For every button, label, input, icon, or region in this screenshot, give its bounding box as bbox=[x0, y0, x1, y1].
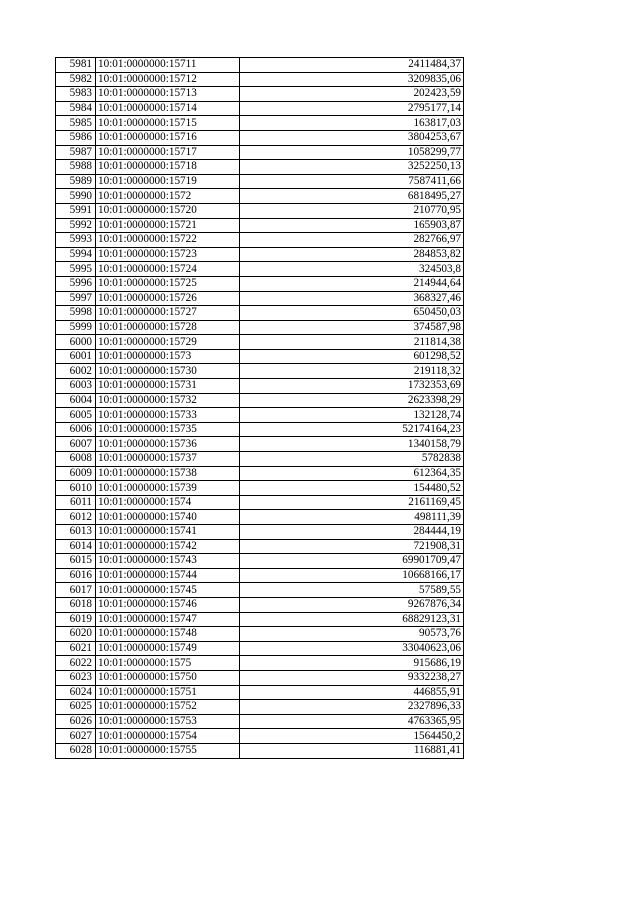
value-cell: 132128,74 bbox=[240, 408, 464, 423]
row-number-cell: 6003 bbox=[56, 379, 96, 394]
row-number-cell: 6017 bbox=[56, 583, 96, 598]
row-number-cell: 5992 bbox=[56, 218, 96, 233]
cadastral-number-cell: 10:01:0000000:15726 bbox=[96, 291, 240, 306]
cadastral-number-cell: 10:01:0000000:1575 bbox=[96, 656, 240, 671]
row-number-cell: 6010 bbox=[56, 481, 96, 496]
row-number-cell: 5991 bbox=[56, 203, 96, 218]
row-number-cell: 6022 bbox=[56, 656, 96, 671]
row-number-cell: 6012 bbox=[56, 510, 96, 525]
row-number-cell: 6019 bbox=[56, 612, 96, 627]
value-cell: 601298,52 bbox=[240, 349, 464, 364]
cadastral-number-cell: 10:01:0000000:1573 bbox=[96, 349, 240, 364]
table-row bbox=[56, 612, 464, 627]
table-row bbox=[56, 554, 464, 569]
table-row bbox=[56, 130, 464, 145]
value-cell: 214944,64 bbox=[240, 276, 464, 291]
row-number-cell: 6016 bbox=[56, 568, 96, 583]
table-row bbox=[56, 700, 464, 715]
row-number-cell: 6011 bbox=[56, 495, 96, 510]
row-number-cell: 6015 bbox=[56, 554, 96, 569]
value-cell: 368327,46 bbox=[240, 291, 464, 306]
cadastral-number-cell: 10:01:0000000:15711 bbox=[96, 58, 240, 73]
row-number-cell: 6007 bbox=[56, 437, 96, 452]
cadastral-number-cell: 10:01:0000000:15743 bbox=[96, 554, 240, 569]
row-number-cell: 6004 bbox=[56, 393, 96, 408]
value-cell: 282766,97 bbox=[240, 233, 464, 248]
cadastral-number-cell: 10:01:0000000:15723 bbox=[96, 247, 240, 262]
table-row bbox=[56, 729, 464, 744]
table-row bbox=[56, 291, 464, 306]
row-number-cell: 5990 bbox=[56, 189, 96, 204]
row-number-cell: 5988 bbox=[56, 160, 96, 175]
cadastral-number-cell: 10:01:0000000:15745 bbox=[96, 583, 240, 598]
cadastral-number-cell: 10:01:0000000:15737 bbox=[96, 452, 240, 467]
row-number-cell: 6014 bbox=[56, 539, 96, 554]
row-number-cell: 6005 bbox=[56, 408, 96, 423]
cadastral-number-cell: 10:01:0000000:15730 bbox=[96, 364, 240, 379]
table-row bbox=[56, 656, 464, 671]
cadastral-number-cell: 10:01:0000000:15728 bbox=[96, 320, 240, 335]
row-number-cell: 6028 bbox=[56, 743, 96, 758]
table-row bbox=[56, 437, 464, 452]
row-number-cell: 6021 bbox=[56, 641, 96, 656]
value-cell: 3804253,67 bbox=[240, 130, 464, 145]
value-cell: 9332238,27 bbox=[240, 670, 464, 685]
table-row bbox=[56, 583, 464, 598]
table-row bbox=[56, 364, 464, 379]
cadastral-number-cell: 10:01:0000000:15719 bbox=[96, 174, 240, 189]
cadastral-number-cell: 10:01:0000000:15715 bbox=[96, 116, 240, 131]
row-number-cell: 5983 bbox=[56, 87, 96, 102]
value-cell: 2411484,37 bbox=[240, 58, 464, 73]
cadastral-number-cell: 10:01:0000000:15720 bbox=[96, 203, 240, 218]
data-table bbox=[55, 57, 464, 759]
cadastral-number-cell: 10:01:0000000:15741 bbox=[96, 525, 240, 540]
cadastral-number-cell: 10:01:0000000:15733 bbox=[96, 408, 240, 423]
table-row bbox=[56, 379, 464, 394]
value-cell: 219118,32 bbox=[240, 364, 464, 379]
table-row bbox=[56, 670, 464, 685]
table-row bbox=[56, 466, 464, 481]
row-number-cell: 6025 bbox=[56, 700, 96, 715]
row-number-cell: 6009 bbox=[56, 466, 96, 481]
value-cell: 57589,55 bbox=[240, 583, 464, 598]
value-cell: 4763365,95 bbox=[240, 714, 464, 729]
table-row bbox=[56, 72, 464, 87]
cadastral-number-cell: 10:01:0000000:15754 bbox=[96, 729, 240, 744]
row-number-cell: 5996 bbox=[56, 276, 96, 291]
value-cell: 154480,52 bbox=[240, 481, 464, 496]
value-cell: 165903,87 bbox=[240, 218, 464, 233]
value-cell: 374587,98 bbox=[240, 320, 464, 335]
value-cell: 284853,82 bbox=[240, 247, 464, 262]
value-cell: 202423,59 bbox=[240, 87, 464, 102]
cadastral-number-cell: 10:01:0000000:15731 bbox=[96, 379, 240, 394]
cadastral-number-cell: 10:01:0000000:15722 bbox=[96, 233, 240, 248]
cadastral-number-cell: 10:01:0000000:15744 bbox=[96, 568, 240, 583]
table-row bbox=[56, 481, 464, 496]
row-number-cell: 5999 bbox=[56, 320, 96, 335]
cadastral-number-cell: 10:01:0000000:15724 bbox=[96, 262, 240, 277]
value-cell: 915686,19 bbox=[240, 656, 464, 671]
row-number-cell: 6020 bbox=[56, 627, 96, 642]
cadastral-number-cell: 10:01:0000000:15747 bbox=[96, 612, 240, 627]
row-number-cell: 5986 bbox=[56, 130, 96, 145]
cadastral-number-cell: 10:01:0000000:15746 bbox=[96, 597, 240, 612]
table-row bbox=[56, 218, 464, 233]
row-number-cell: 6018 bbox=[56, 597, 96, 612]
cadastral-number-cell: 10:01:0000000:15736 bbox=[96, 437, 240, 452]
value-cell: 1340158,79 bbox=[240, 437, 464, 452]
table-row bbox=[56, 685, 464, 700]
value-cell: 3252250,13 bbox=[240, 160, 464, 175]
row-number-cell: 5995 bbox=[56, 262, 96, 277]
cadastral-number-cell: 10:01:0000000:1572 bbox=[96, 189, 240, 204]
value-cell: 69901709,47 bbox=[240, 554, 464, 569]
cadastral-number-cell: 10:01:0000000:15740 bbox=[96, 510, 240, 525]
table-row bbox=[56, 641, 464, 656]
row-number-cell: 6024 bbox=[56, 685, 96, 700]
cadastral-number-cell: 10:01:0000000:15748 bbox=[96, 627, 240, 642]
table-row bbox=[56, 568, 464, 583]
cadastral-number-cell: 10:01:0000000:15721 bbox=[96, 218, 240, 233]
table-row bbox=[56, 247, 464, 262]
row-number-cell: 6000 bbox=[56, 335, 96, 350]
value-cell: 612364,35 bbox=[240, 466, 464, 481]
cadastral-number-cell: 10:01:0000000:15712 bbox=[96, 72, 240, 87]
table-row bbox=[56, 58, 464, 73]
row-number-cell: 6023 bbox=[56, 670, 96, 685]
value-cell: 1058299,77 bbox=[240, 145, 464, 160]
table-row bbox=[56, 510, 464, 525]
value-cell: 721908,31 bbox=[240, 539, 464, 554]
table-body bbox=[56, 58, 464, 759]
table-row bbox=[56, 145, 464, 160]
cadastral-number-cell: 10:01:0000000:15752 bbox=[96, 700, 240, 715]
cadastral-number-cell: 10:01:0000000:15713 bbox=[96, 87, 240, 102]
value-cell: 1564450,2 bbox=[240, 729, 464, 744]
table-row bbox=[56, 714, 464, 729]
row-number-cell: 6008 bbox=[56, 452, 96, 467]
value-cell: 2327896,33 bbox=[240, 700, 464, 715]
table-row bbox=[56, 349, 464, 364]
row-number-cell: 5982 bbox=[56, 72, 96, 87]
row-number-cell: 5989 bbox=[56, 174, 96, 189]
value-cell: 324503,8 bbox=[240, 262, 464, 277]
cadastral-number-cell: 10:01:0000000:15739 bbox=[96, 481, 240, 496]
value-cell: 284444,19 bbox=[240, 525, 464, 540]
table-row bbox=[56, 408, 464, 423]
table-row bbox=[56, 262, 464, 277]
cadastral-number-cell: 10:01:0000000:15732 bbox=[96, 393, 240, 408]
row-number-cell: 6013 bbox=[56, 525, 96, 540]
value-cell: 650450,03 bbox=[240, 306, 464, 321]
value-cell: 7587411,66 bbox=[240, 174, 464, 189]
row-number-cell: 5994 bbox=[56, 247, 96, 262]
value-cell: 10668166,17 bbox=[240, 568, 464, 583]
value-cell: 163817,03 bbox=[240, 116, 464, 131]
cadastral-number-cell: 10:01:0000000:15735 bbox=[96, 422, 240, 437]
row-number-cell: 5993 bbox=[56, 233, 96, 248]
row-number-cell: 6027 bbox=[56, 729, 96, 744]
row-number-cell: 6002 bbox=[56, 364, 96, 379]
table-row bbox=[56, 233, 464, 248]
row-number-cell: 5981 bbox=[56, 58, 96, 73]
table-row bbox=[56, 174, 464, 189]
row-number-cell: 5984 bbox=[56, 101, 96, 116]
value-cell: 210770,95 bbox=[240, 203, 464, 218]
value-cell: 211814,38 bbox=[240, 335, 464, 350]
table-row bbox=[56, 539, 464, 554]
table-row bbox=[56, 627, 464, 642]
cadastral-number-cell: 10:01:0000000:15718 bbox=[96, 160, 240, 175]
cadastral-number-cell: 10:01:0000000:15717 bbox=[96, 145, 240, 160]
value-cell: 68829123,31 bbox=[240, 612, 464, 627]
row-number-cell: 6026 bbox=[56, 714, 96, 729]
value-cell: 9267876,34 bbox=[240, 597, 464, 612]
cadastral-number-cell: 10:01:0000000:15714 bbox=[96, 101, 240, 116]
value-cell: 5782838 bbox=[240, 452, 464, 467]
value-cell: 2161169,45 bbox=[240, 495, 464, 510]
table-row bbox=[56, 276, 464, 291]
table-row bbox=[56, 160, 464, 175]
table-row bbox=[56, 189, 464, 204]
cadastral-number-cell: 10:01:0000000:15751 bbox=[96, 685, 240, 700]
table-row bbox=[56, 116, 464, 131]
value-cell: 52174164,23 bbox=[240, 422, 464, 437]
cadastral-number-cell: 10:01:0000000:15727 bbox=[96, 306, 240, 321]
cadastral-number-cell: 10:01:0000000:15755 bbox=[96, 743, 240, 758]
cadastral-number-cell: 10:01:0000000:15738 bbox=[96, 466, 240, 481]
table-row bbox=[56, 203, 464, 218]
value-cell: 90573,76 bbox=[240, 627, 464, 642]
value-cell: 498111,39 bbox=[240, 510, 464, 525]
table-row bbox=[56, 335, 464, 350]
table-row bbox=[56, 306, 464, 321]
table-row bbox=[56, 743, 464, 758]
cadastral-number-cell: 10:01:0000000:15742 bbox=[96, 539, 240, 554]
value-cell: 2623398,29 bbox=[240, 393, 464, 408]
value-cell: 6818495,27 bbox=[240, 189, 464, 204]
cadastral-number-cell: 10:01:0000000:15753 bbox=[96, 714, 240, 729]
cadastral-number-cell: 10:01:0000000:15750 bbox=[96, 670, 240, 685]
value-cell: 1732353,69 bbox=[240, 379, 464, 394]
table-row bbox=[56, 101, 464, 116]
table-row bbox=[56, 422, 464, 437]
row-number-cell: 5985 bbox=[56, 116, 96, 131]
value-cell: 33040623,06 bbox=[240, 641, 464, 656]
value-cell: 446855,91 bbox=[240, 685, 464, 700]
value-cell: 3209835,06 bbox=[240, 72, 464, 87]
table-row bbox=[56, 393, 464, 408]
table-row bbox=[56, 87, 464, 102]
table-row bbox=[56, 452, 464, 467]
row-number-cell: 5997 bbox=[56, 291, 96, 306]
value-cell: 2795177,14 bbox=[240, 101, 464, 116]
row-number-cell: 6006 bbox=[56, 422, 96, 437]
table-row bbox=[56, 495, 464, 510]
table-row bbox=[56, 525, 464, 540]
cadastral-number-cell: 10:01:0000000:15725 bbox=[96, 276, 240, 291]
row-number-cell: 5998 bbox=[56, 306, 96, 321]
cadastral-number-cell: 10:01:0000000:1574 bbox=[96, 495, 240, 510]
cadastral-number-cell: 10:01:0000000:15716 bbox=[96, 130, 240, 145]
row-number-cell: 6001 bbox=[56, 349, 96, 364]
row-number-cell: 5987 bbox=[56, 145, 96, 160]
table-row bbox=[56, 597, 464, 612]
cadastral-number-cell: 10:01:0000000:15749 bbox=[96, 641, 240, 656]
value-cell: 116881,41 bbox=[240, 743, 464, 758]
cadastral-number-cell: 10:01:0000000:15729 bbox=[96, 335, 240, 350]
table-row bbox=[56, 320, 464, 335]
